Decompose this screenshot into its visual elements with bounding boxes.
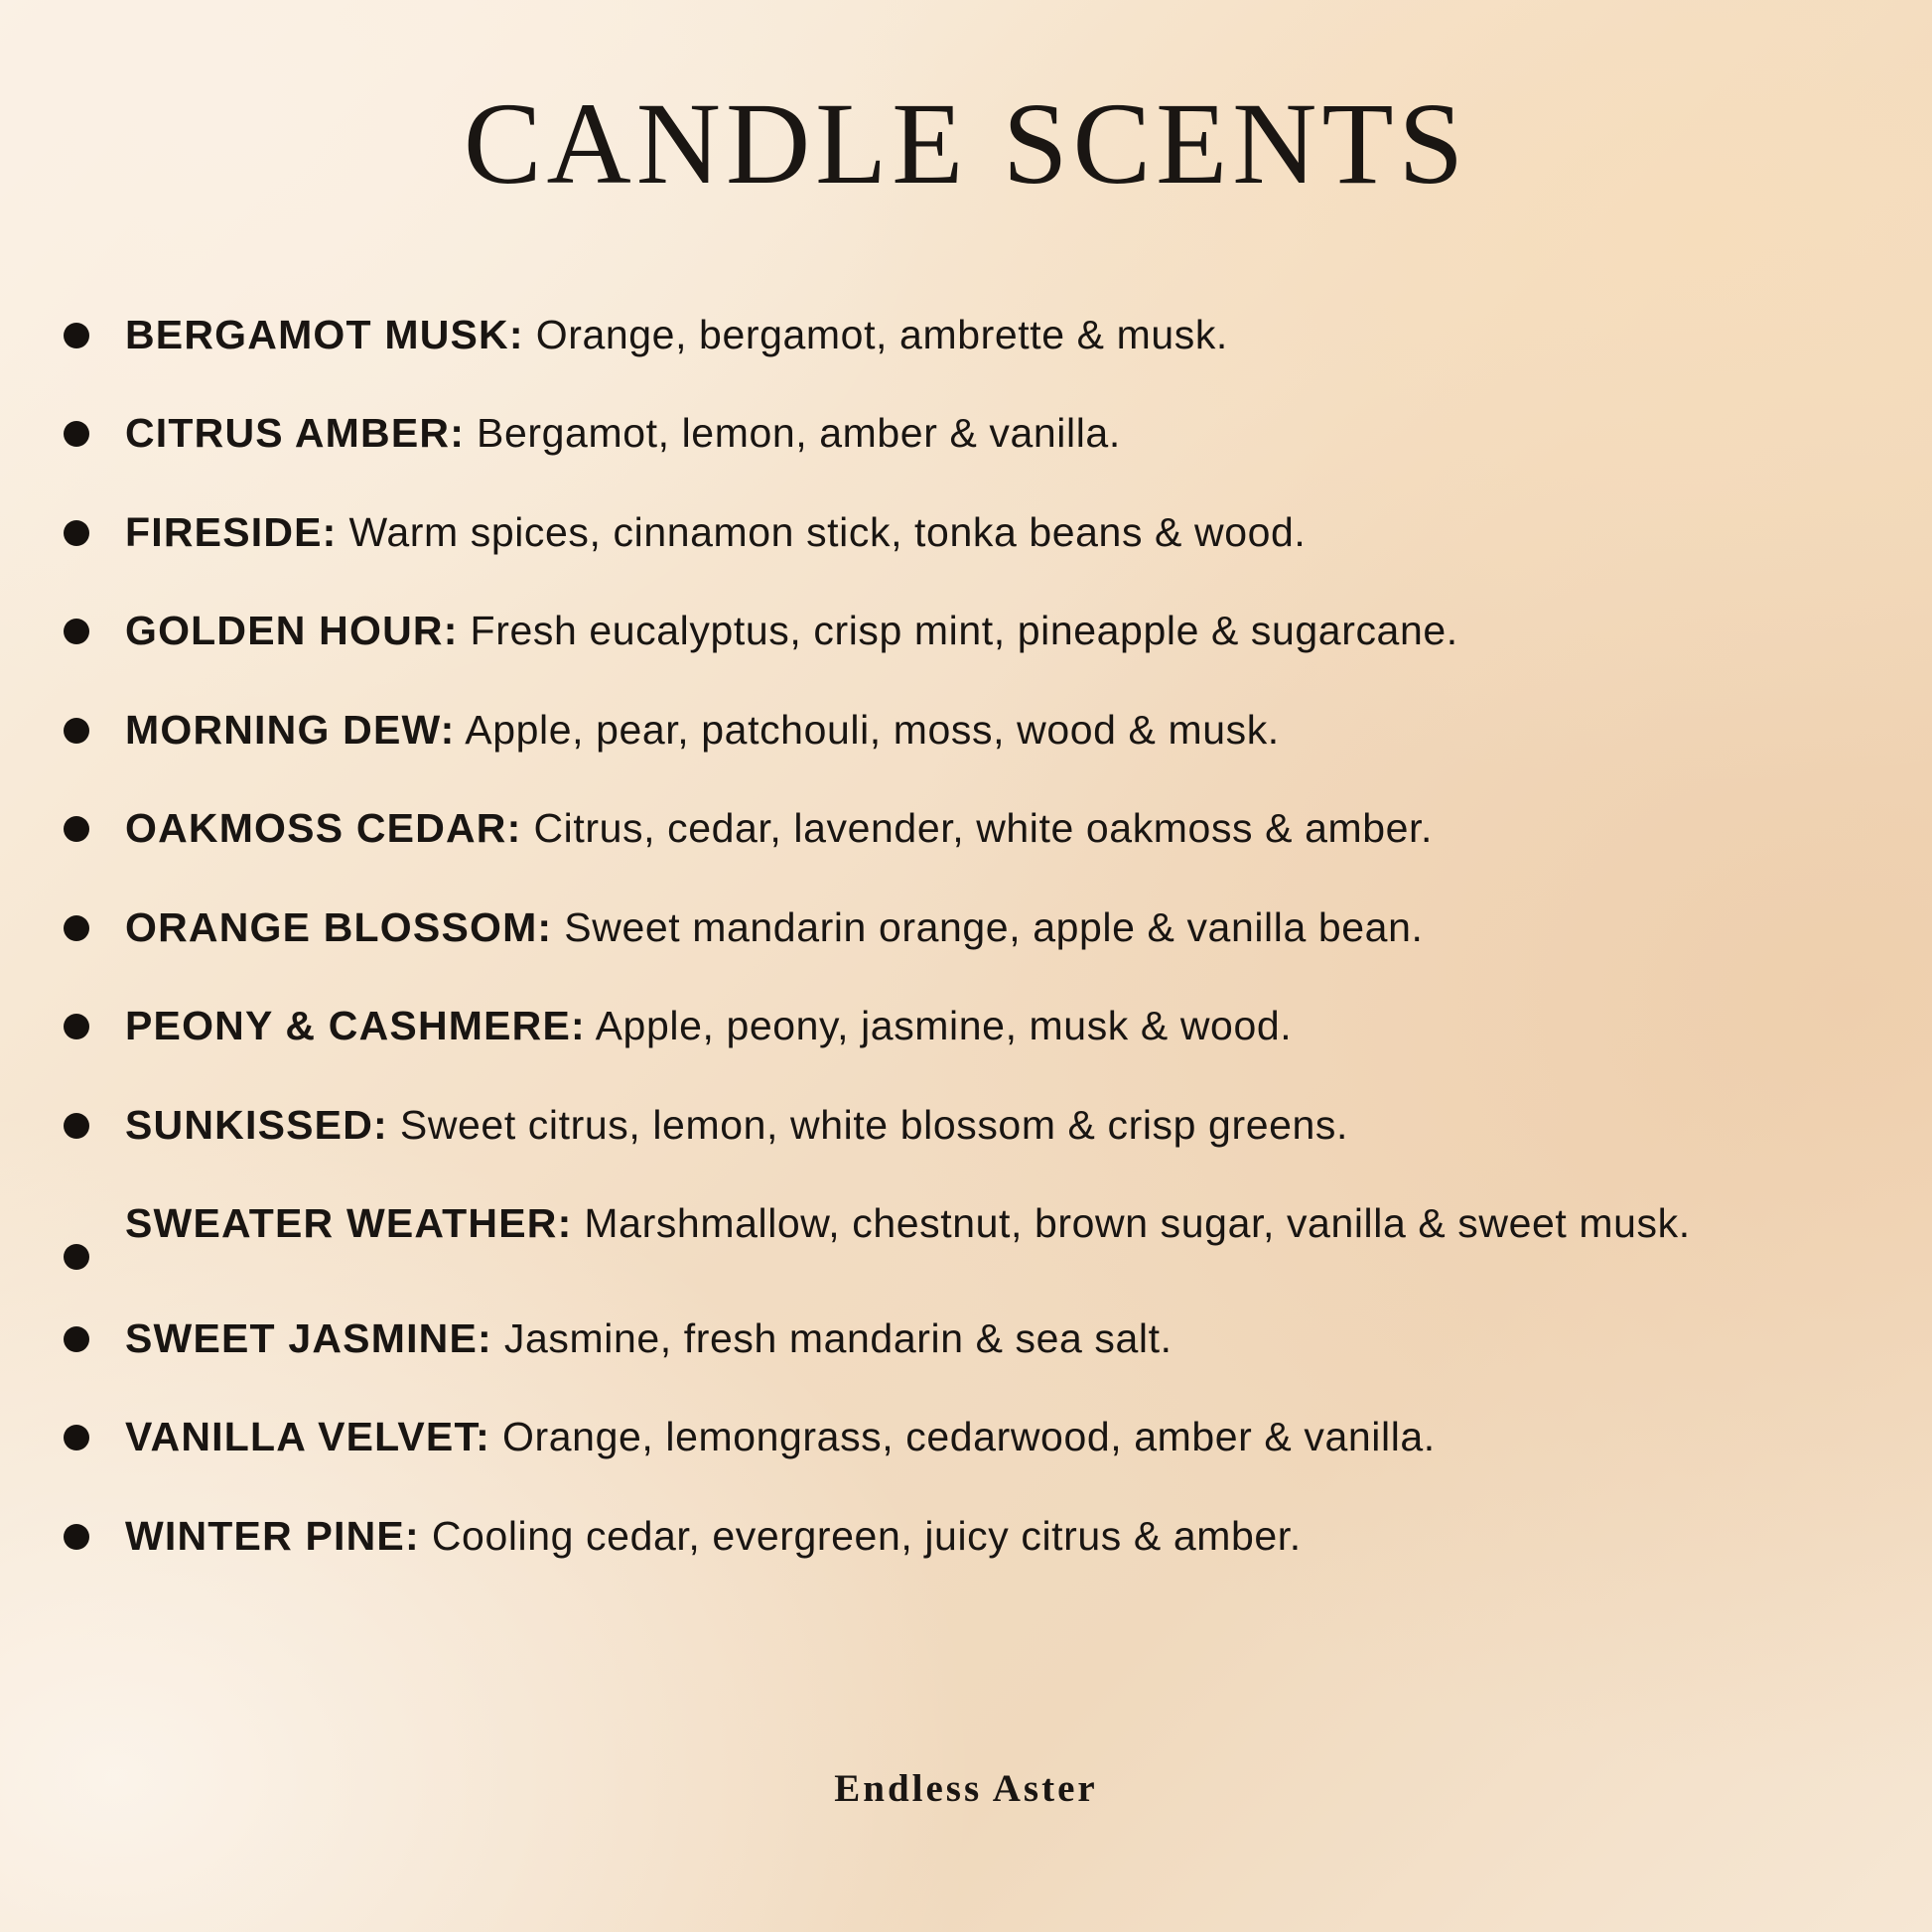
scent-text bbox=[125, 701, 1280, 759]
bullet-icon bbox=[64, 1014, 89, 1039]
scent-text bbox=[125, 997, 1292, 1055]
scent-notes: Marshmallow, chestnut, brown sugar, vanilla & sweet musk. bbox=[572, 1199, 1691, 1246]
list-item bbox=[60, 701, 1872, 759]
scent-name: VANILLA VELVET: bbox=[125, 1414, 491, 1460]
scent-text bbox=[125, 602, 1458, 660]
scent-notes: Apple, pear, patchouli, moss, wood & musk. bbox=[455, 706, 1280, 753]
bullet-icon bbox=[64, 816, 89, 842]
scent-name: SUNKISSED: bbox=[125, 1101, 388, 1148]
scent-text bbox=[125, 1408, 1436, 1466]
scent-name: MORNING DEW: bbox=[125, 706, 456, 753]
scent-notes: Bergamot, lemon, amber & vanilla. bbox=[465, 410, 1121, 457]
scent-notes: Jasmine, fresh mandarin & sea salt. bbox=[491, 1314, 1173, 1361]
scent-name: ORANGE BLOSSOM: bbox=[125, 903, 553, 950]
bullet-icon bbox=[64, 718, 89, 744]
list-item bbox=[60, 503, 1872, 562]
scent-name: GOLDEN HOUR: bbox=[125, 608, 459, 654]
bullet-icon bbox=[64, 520, 89, 546]
list-item bbox=[60, 404, 1872, 463]
list-item bbox=[60, 997, 1872, 1055]
bullet-icon bbox=[64, 421, 89, 447]
scent-notes: Sweet citrus, lemon, white blossom & crisp greens. bbox=[387, 1101, 1349, 1148]
scent-text bbox=[125, 404, 1121, 463]
scent-text bbox=[125, 306, 1228, 364]
list-item bbox=[60, 799, 1872, 858]
scent-text bbox=[125, 1310, 1173, 1368]
scent-text bbox=[125, 898, 1423, 957]
scent-notes: Apple, peony, jasmine, musk & wood. bbox=[585, 1003, 1293, 1049]
scent-name: CITRUS AMBER: bbox=[125, 410, 466, 457]
scent-name: SWEET JASMINE: bbox=[125, 1314, 492, 1361]
bullet-icon bbox=[64, 1244, 89, 1270]
list-item bbox=[60, 1408, 1872, 1466]
scent-name: OAKMOSS CEDAR: bbox=[125, 805, 522, 852]
scent-name: BERGAMOT MUSK: bbox=[125, 312, 524, 357]
scent-notes: Cooling cedar, evergreen, juicy citrus & amber. bbox=[419, 1512, 1302, 1559]
scent-name: FIRESIDE: bbox=[125, 508, 338, 555]
list-item bbox=[60, 1096, 1872, 1155]
scent-text bbox=[125, 1096, 1348, 1155]
list-item bbox=[60, 306, 1872, 364]
list-item bbox=[60, 1507, 1872, 1566]
bullet-icon bbox=[64, 1524, 89, 1550]
scent-text bbox=[125, 1507, 1302, 1566]
list-item bbox=[60, 1310, 1872, 1368]
bullet-icon bbox=[64, 1113, 89, 1139]
scent-text bbox=[125, 1194, 1691, 1253]
scent-notes: Citrus, cedar, lavender, white oakmoss & amber. bbox=[521, 805, 1434, 852]
scent-list bbox=[60, 306, 1872, 1566]
scent-name: WINTER PINE: bbox=[125, 1512, 420, 1559]
scent-name: SWEATER WEATHER: bbox=[125, 1199, 573, 1246]
scent-notes: Orange, lemongrass, cedarwood, amber & vanilla. bbox=[490, 1414, 1436, 1460]
brand-name: Endless Aster bbox=[834, 1767, 1098, 1810]
scent-notes: Warm spices, cinnamon stick, tonka beans & wood. bbox=[337, 508, 1307, 555]
scent-notes: Fresh eucalyptus, crisp mint, pineapple & sugarcane. bbox=[458, 608, 1458, 654]
bullet-icon bbox=[64, 619, 89, 644]
bullet-icon bbox=[64, 323, 89, 348]
scent-notes: Orange, bergamot, ambrette & musk. bbox=[523, 312, 1228, 357]
bullet-icon bbox=[64, 1425, 89, 1450]
bullet-icon bbox=[64, 915, 89, 941]
list-item bbox=[60, 898, 1872, 957]
scent-text bbox=[125, 503, 1306, 562]
scent-name: PEONY & CASHMERE: bbox=[125, 1003, 586, 1049]
scent-notes: Sweet mandarin orange, apple & vanilla bean. bbox=[552, 903, 1424, 950]
bullet-icon bbox=[64, 1326, 89, 1352]
list-item bbox=[60, 602, 1872, 660]
page-title: CANDLE SCENTS bbox=[463, 78, 1469, 208]
scent-text bbox=[125, 799, 1433, 858]
list-item bbox=[60, 1194, 1872, 1270]
